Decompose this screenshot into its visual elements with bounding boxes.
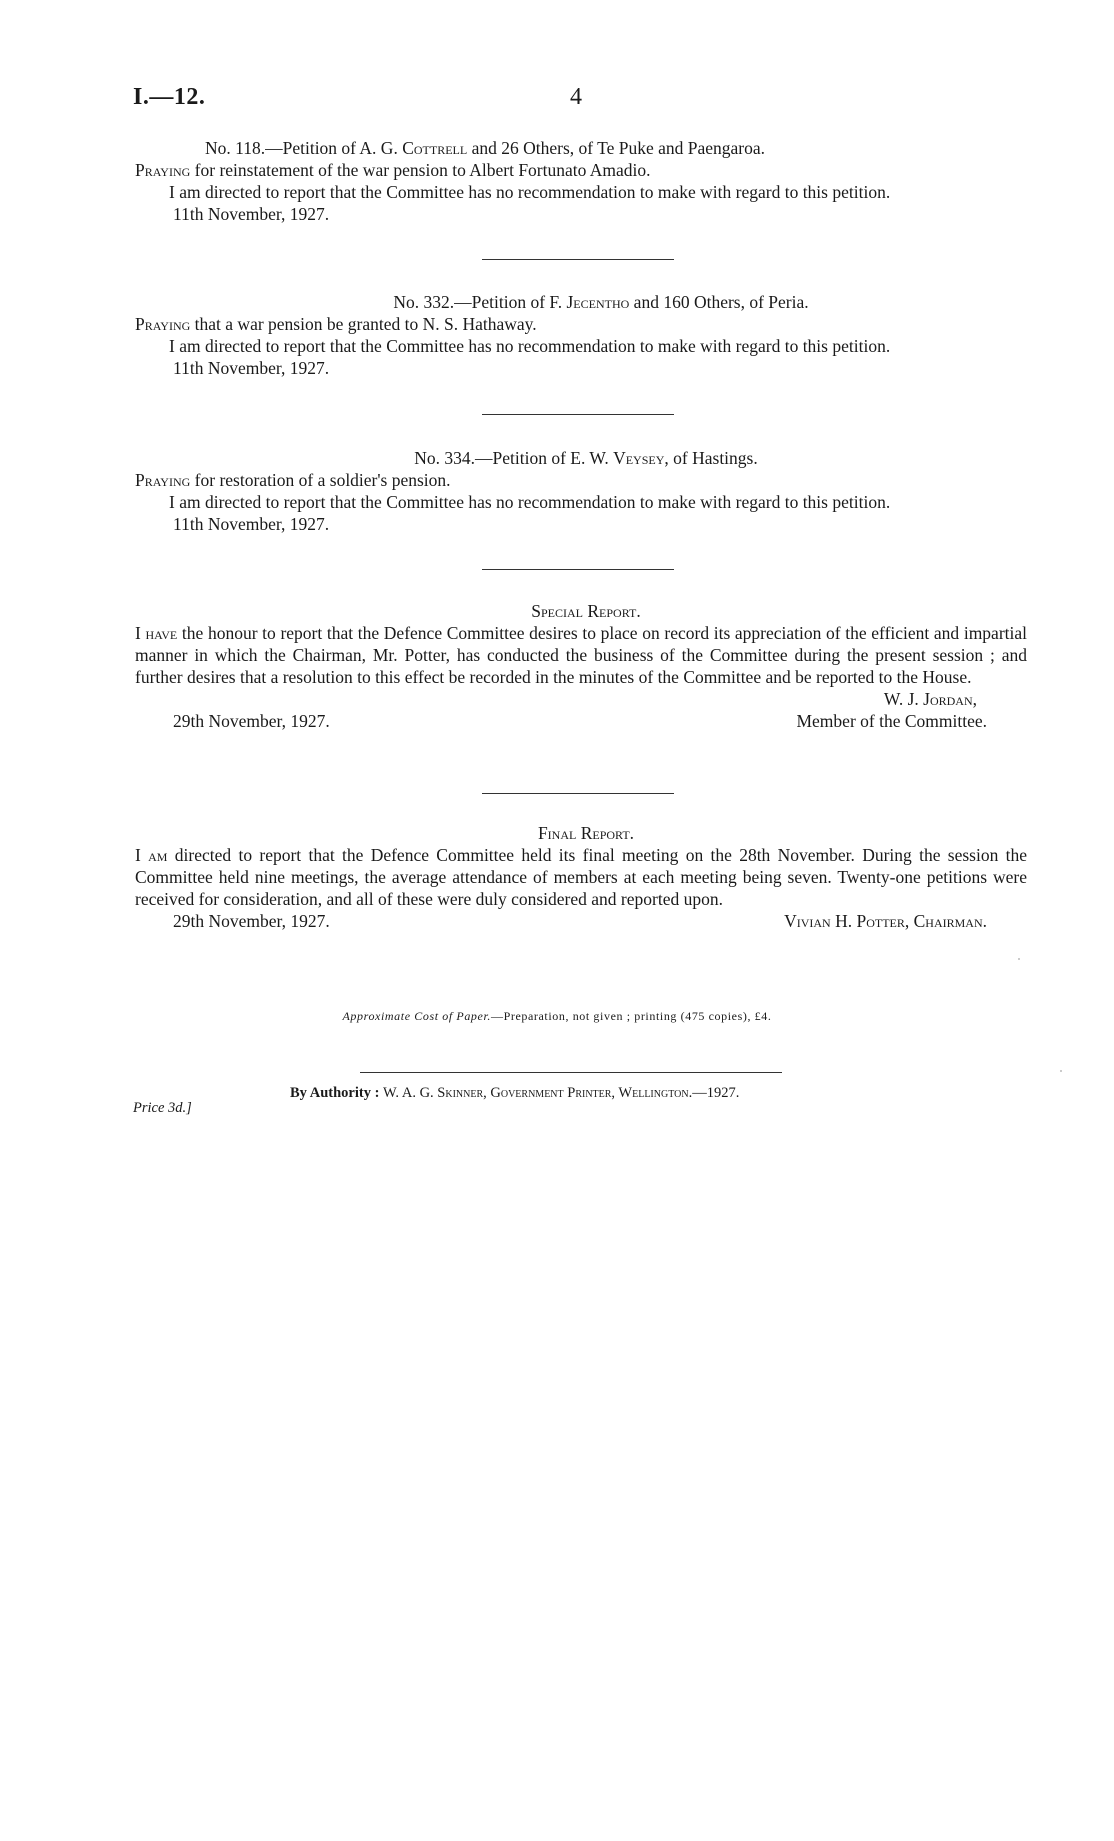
petition-number: No. 334.—Petition of E. W. [414,448,609,468]
praying-text: for reinstatement of the war pension to Albert Fortunato Amadio. [194,160,651,180]
cost-text: —Preparation, not given ; printing (475 copies), £4. [490,1009,772,1023]
authority-label: By Authority : [290,1085,380,1101]
report-date: 11th November, 1927. [173,358,330,378]
praying-line [135,313,1027,335]
special-report [135,600,1027,732]
special-report-signatory: W. J. Jordan, [883,689,977,709]
petitioner-name: Jecentho [566,292,630,312]
praying-line [135,469,1027,491]
petitioner-name: Cottrell [402,138,468,158]
report-text: I am directed to report that the Committee has no recommendation to make with regard to this petition. [169,182,891,202]
praying-line [135,159,1027,181]
final-report-date: 29th November, 1927. [173,911,330,931]
page-number: 4 [570,84,582,110]
report-text: I am directed to report that the Committee has no recommendation to make with regard to this petition. [169,492,891,512]
paper-speck [1060,1070,1062,1072]
praying-word: Praying [135,470,191,490]
special-report-role: Member of the Committee. [796,711,987,731]
section-divider [482,259,674,260]
final-report-lead: I am [135,845,168,865]
paper-code: I.—12. [133,84,206,110]
special-report-text: the honour to report that the Defence Committee desires to place on record its appreciation of the efficient and impartial manner in which the Chairman, Mr. Potter, has conducted the business of the Committee during the present session ; and further desires that a resolution to this effect be recorded in the minutes of the Committee and be reported to the House. [135,623,1028,687]
final-report-signature: Vivian H. Potter, Chairman. [784,911,987,931]
special-report-lead: I have [135,623,178,643]
petition-origin: , of Hastings. [664,448,758,468]
cost-of-paper [0,1009,1114,1024]
petition-title [135,447,1027,469]
final-report [135,822,1027,932]
final-report-body [135,844,1027,910]
authority-rule [360,1072,782,1073]
final-report-heading: Final Report. [537,823,635,843]
authority-line [290,1085,739,1102]
petition-title [135,291,1027,313]
section-divider [482,793,674,794]
report-date: 11th November, 1927. [173,514,330,534]
petition-origin: and 160 Others, of Peria. [633,292,809,312]
report-text: I am directed to report that the Committee has no recommendation to make with regard to this petition. [169,336,891,356]
final-report-text: directed to report that the Defence Committee held its final meeting on the 28th November. During the session the Committee held nine meetings, the average attendance of members at each meeting being seven. Twenty-one petitions were received for consideration, and all of these were duly considered and reported upon. [135,845,1028,909]
petition-number: No. 118.—Petition of A. G. [205,138,398,158]
special-report-footer [135,710,1027,732]
special-report-body [135,622,1027,688]
special-report-date: 29th November, 1927. [173,711,330,731]
cost-label: Approximate Cost of Paper. [342,1009,491,1023]
praying-word: Praying [135,160,191,180]
section-divider [482,569,674,570]
petition-number: No. 332.—Petition of F. [393,292,563,312]
paper-speck [1018,958,1020,960]
petitioner-name: Veysey [613,448,665,468]
section-divider [482,414,674,415]
praying-text: for restoration of a soldier's pension. [194,470,451,490]
petition-118 [135,137,1027,225]
petition-origin: and 26 Others, of Te Puke and Paengaroa. [471,138,766,158]
petition-334 [135,447,1027,535]
petition-332 [135,291,1027,379]
petition-title [135,137,1027,159]
price: Price 3d.] [133,1100,192,1116]
authority-text: W. A. G. Skinner, Government Printer, Wellington.—1927. [383,1085,740,1101]
praying-text: that a war pension be granted to N. S. Hathaway. [194,314,537,334]
praying-word: Praying [135,314,191,334]
report-date: 11th November, 1927. [173,204,330,224]
final-report-footer [135,910,1027,932]
special-report-heading: Special Report. [531,601,641,621]
